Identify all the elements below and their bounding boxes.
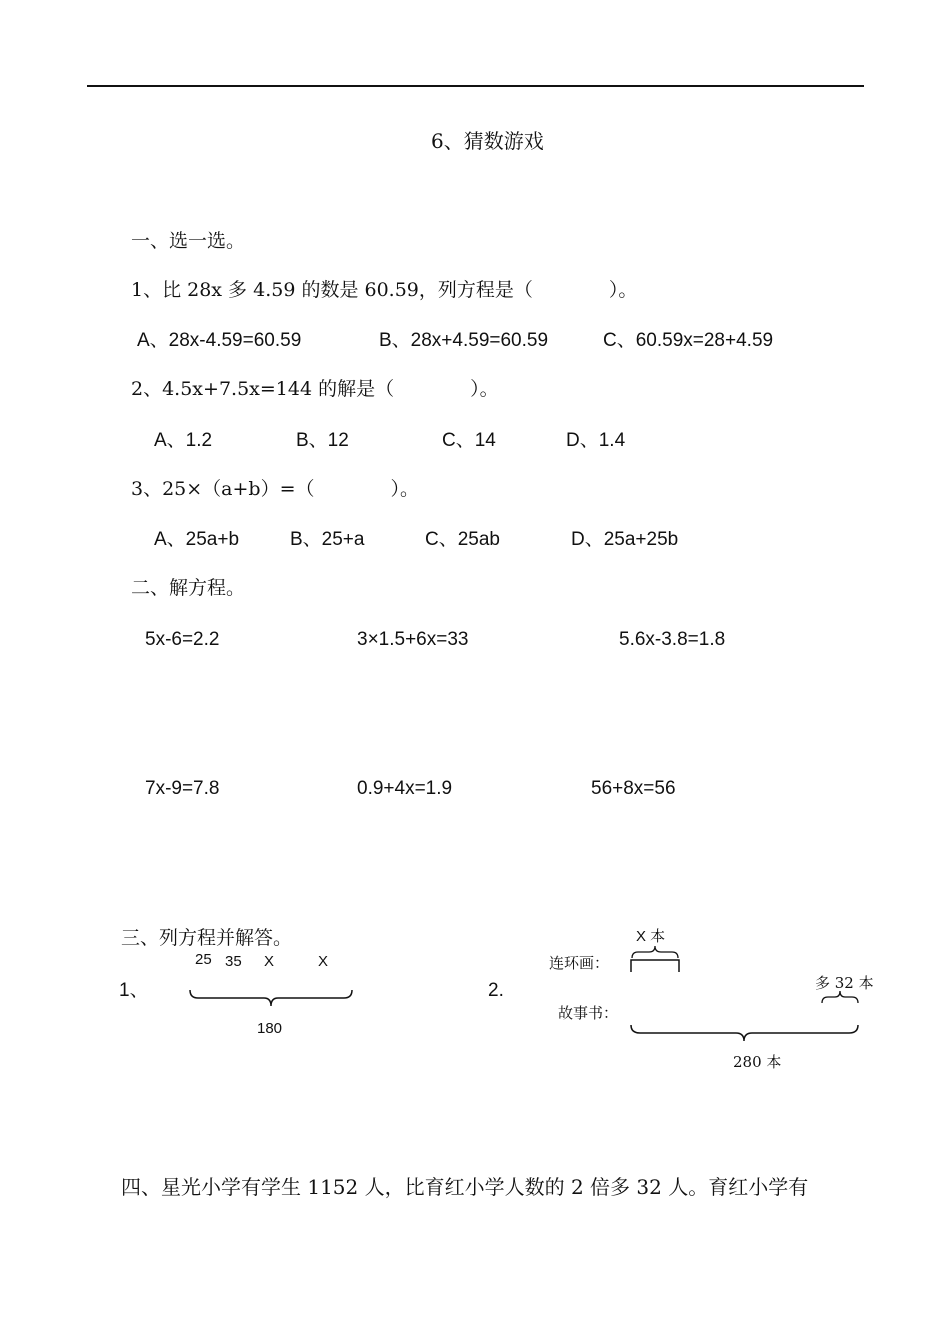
q1-stem: 1、比 28x 多 4.59 的数是 60.59，列方程是（ ）。	[131, 279, 638, 301]
q2-option-c: C、14	[442, 430, 496, 451]
p2-total-brace	[631, 1025, 858, 1041]
q3-option-b: B、25+a	[290, 529, 365, 550]
q2-stem: 2、4.5x+7.5x=144 的解是（ ）。	[131, 378, 499, 400]
q1-option-c: C、60.59x=28+4.59	[603, 330, 774, 351]
header-rule	[87, 85, 864, 87]
q1-option-a: A、28x-4.59=60.59	[137, 330, 302, 351]
q3-stem: 3、25×（a+b）=（ ）。	[131, 478, 420, 500]
q2-option-b: B、12	[296, 430, 349, 451]
equation-3: 5.6x-3.8=1.8	[619, 629, 726, 650]
q3-option-c: C、25ab	[425, 529, 500, 550]
p2-total: 280 本	[733, 1053, 782, 1071]
p2-x-label: X 本	[636, 928, 666, 945]
p2-extra-brace	[822, 991, 858, 1003]
section4-text: 四、星光小学有学生 1152 人，比育红小学人数的 2 倍多 32 人。育红小学有	[121, 1175, 809, 1199]
problem2-number: 2.	[488, 980, 504, 1001]
p1-label-x2: X	[318, 953, 329, 970]
q1-option-b: B、28x+4.59=60.59	[379, 330, 549, 351]
q2-option-a: A、1.2	[154, 430, 213, 451]
q3-option-d: D、25a+25b	[571, 529, 679, 550]
p1-label-x1: X	[264, 953, 275, 970]
q3-option-a: A、25a+b	[154, 529, 240, 550]
p2-x-brace	[632, 946, 678, 958]
problem1-number: 1、	[119, 980, 149, 1001]
page-title: 6、猜数游戏	[431, 129, 544, 153]
equation-5: 0.9+4x=1.9	[357, 778, 453, 799]
p2-comic-bracket	[631, 960, 679, 972]
p2-row1-label: 连环画：	[549, 954, 610, 972]
equation-4: 7x-9=7.8	[145, 778, 220, 799]
p2-row2-label: 故事书：	[558, 1004, 619, 1022]
equation-6: 56+8x=56	[591, 778, 676, 799]
p1-label-35: 35	[225, 953, 242, 970]
equation-1: 5x-6=2.2	[145, 629, 220, 650]
section3-heading: 三、列方程并解答。	[121, 927, 293, 949]
section1-heading: 一、选一选。	[131, 230, 246, 252]
p1-label-25: 25	[195, 951, 212, 968]
section2-heading: 二、解方程。	[131, 577, 246, 599]
q2-option-d: D、1.4	[566, 430, 626, 451]
p2-extra-label: 多 32 本	[815, 974, 874, 992]
p1-total-brace	[190, 990, 352, 1006]
equation-2: 3×1.5+6x=33	[357, 629, 469, 650]
p1-total: 180	[257, 1020, 283, 1037]
